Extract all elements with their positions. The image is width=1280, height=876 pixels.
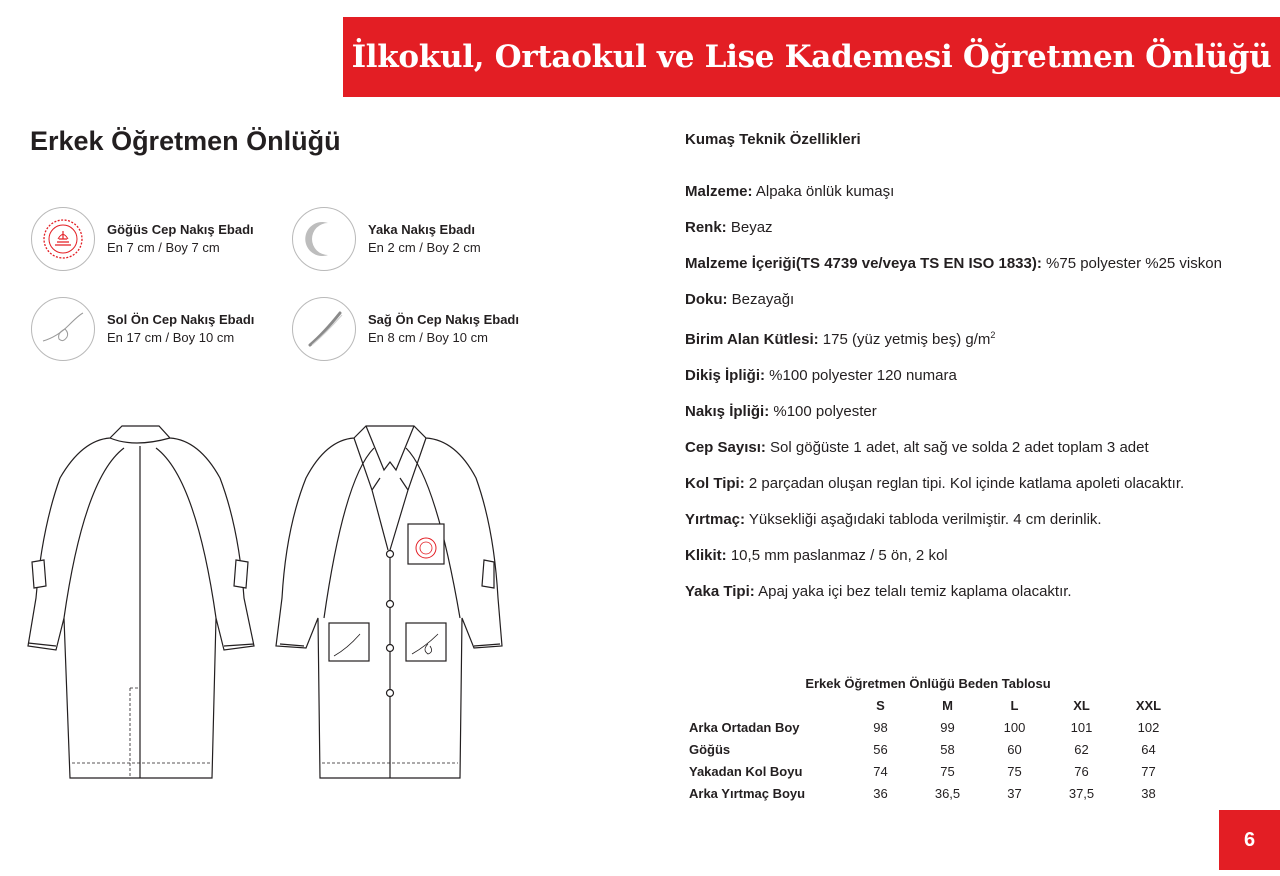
spec-label: Renk:	[685, 219, 727, 236]
embroidery-size: En 7 cm / Boy 7 cm	[107, 240, 220, 255]
spec-label: Birim Alan Kütlesi:	[685, 331, 819, 348]
cell: 58	[940, 741, 955, 757]
embroidery-chest	[31, 207, 254, 271]
spec-value: 2 parçadan oluşan reglan tipi. Kol içinde katlama apoleti olacaktır.	[744, 475, 1185, 492]
crescent-icon	[292, 207, 356, 271]
spec-value: %100 polyester	[769, 403, 877, 420]
table-header-row	[683, 695, 1182, 716]
cell: 74	[873, 763, 888, 779]
cell: 77	[1141, 763, 1156, 779]
spec-label: Klikit:	[685, 547, 727, 564]
cell: 37,5	[1068, 785, 1095, 801]
spec-label: Nakış İpliği:	[685, 403, 770, 420]
spec-label: Yaka Tipi:	[685, 583, 755, 600]
header-size: L	[1010, 698, 1019, 713]
cell: 99	[940, 719, 955, 735]
size-table-title: Erkek Öğretmen Önlüğü Beden Tablosu	[805, 676, 1051, 691]
header-size: XL	[1073, 698, 1090, 713]
embroidery-title: Göğüs Cep Nakış Ebadı	[107, 222, 254, 237]
spec-content	[685, 252, 1245, 275]
header-size: S	[876, 698, 885, 713]
cell: 75	[1007, 763, 1022, 779]
cell: 101	[1070, 719, 1093, 735]
spec-color	[685, 216, 1245, 239]
cell: 75	[940, 763, 955, 779]
spec-label: Kol Tipi:	[685, 475, 745, 492]
table-row	[683, 738, 1182, 760]
specs-heading: Kumaş Teknik Özellikleri	[685, 131, 861, 148]
coat-sketch-illustration	[24, 418, 514, 788]
row-label: Arka Yırtmaç Boyu	[689, 785, 806, 801]
spec-slit	[685, 508, 1245, 531]
spec-value: Sol göğüste 1 adet, alt sağ ve solda 2 adet toplam 3 adet	[765, 439, 1149, 456]
spec-collar-type	[685, 580, 1245, 603]
spec-sewing-thread	[685, 364, 1245, 387]
embroidery-size: En 17 cm / Boy 10 cm	[107, 330, 235, 345]
swirl-icon	[31, 297, 95, 361]
stroke-icon	[292, 297, 356, 361]
spec-superscript: 2	[990, 330, 996, 340]
row-label: Arka Ortadan Boy	[689, 719, 800, 735]
spec-snaps	[685, 544, 1245, 567]
cell: 76	[1074, 763, 1089, 779]
cell: 64	[1141, 741, 1156, 757]
spec-value: Apaj yaka içi bez telalı temiz kaplama olacaktır.	[754, 583, 1072, 600]
embroidery-title: Sol Ön Cep Nakış Ebadı	[107, 312, 255, 327]
spec-label: Cep Sayısı:	[685, 439, 766, 456]
spec-weave	[685, 288, 1245, 311]
spec-value: Alpaka önlük kumaşı	[752, 183, 895, 200]
cell: 38	[1141, 785, 1156, 801]
header-empty	[683, 695, 847, 716]
cell: 102	[1137, 719, 1160, 735]
embroidery-title: Sağ Ön Cep Nakış Ebadı	[368, 312, 519, 327]
table-row	[683, 716, 1182, 738]
embroidery-size: En 2 cm / Boy 2 cm	[368, 240, 481, 255]
embroidery-left-pocket	[31, 297, 254, 361]
cell: 62	[1074, 741, 1089, 757]
coat-back-view	[28, 426, 254, 778]
header-size: M	[942, 698, 953, 713]
page-number: 6	[1219, 810, 1280, 870]
coat-front-view	[276, 426, 502, 778]
emblem-icon	[31, 207, 95, 271]
spec-weight	[685, 324, 1245, 351]
embroidery-title: Yaka Nakış Ebadı	[368, 222, 475, 237]
spec-value: Bezayağı	[727, 291, 795, 308]
cell: 98	[873, 719, 888, 735]
embroidery-right-pocket	[292, 297, 519, 361]
spec-label: Doku:	[685, 291, 728, 308]
spec-label: Dikiş İpliği:	[685, 367, 766, 384]
cell: 60	[1007, 741, 1022, 757]
spec-pocket-count	[685, 436, 1245, 459]
row-label: Göğüs	[689, 741, 731, 757]
page-title: Erkek Öğretmen Önlüğü	[30, 126, 341, 156]
size-table-section	[683, 676, 1183, 804]
cell: 36	[873, 785, 888, 801]
fabric-specs	[685, 126, 1245, 616]
spec-material	[685, 180, 1245, 203]
spec-value: %75 polyester %25 viskon	[1041, 255, 1222, 272]
spec-value: 175 (yüz yetmiş beş) g/m	[818, 331, 991, 348]
spec-value: 10,5 mm paslanmaz / 5 ön, 2 kol	[726, 547, 948, 564]
row-label: Yakadan Kol Boyu	[689, 763, 803, 779]
spec-value: %100 polyester 120 numara	[765, 367, 957, 384]
spec-value: Yüksekliği aşağıdaki tabloda verilmiştir. 4 cm derinlik.	[745, 511, 1102, 528]
header-size: XXL	[1135, 698, 1162, 713]
cell: 56	[873, 741, 888, 757]
embroidery-collar	[292, 207, 481, 271]
spec-sleeve-type	[685, 472, 1245, 495]
spec-label: Malzeme:	[685, 183, 753, 200]
cell: 100	[1003, 719, 1026, 735]
table-row	[683, 760, 1182, 782]
spec-label: Malzeme İçeriği(TS 4739 ve/veya TS EN ISO 1833):	[685, 255, 1042, 272]
spec-label: Yırtmaç:	[685, 511, 746, 528]
spec-value: Beyaz	[726, 219, 773, 236]
size-table	[683, 695, 1182, 804]
embroidery-size: En 8 cm / Boy 10 cm	[368, 330, 488, 345]
cell: 37	[1007, 785, 1022, 801]
cell: 36,5	[934, 785, 961, 801]
title-banner	[343, 17, 1280, 97]
banner-title: İlkokul, Ortaokul ve Lise Kademesi Öğretmen Önlüğü	[351, 39, 1272, 75]
table-row	[683, 782, 1182, 804]
spec-embroidery-thread	[685, 400, 1245, 423]
